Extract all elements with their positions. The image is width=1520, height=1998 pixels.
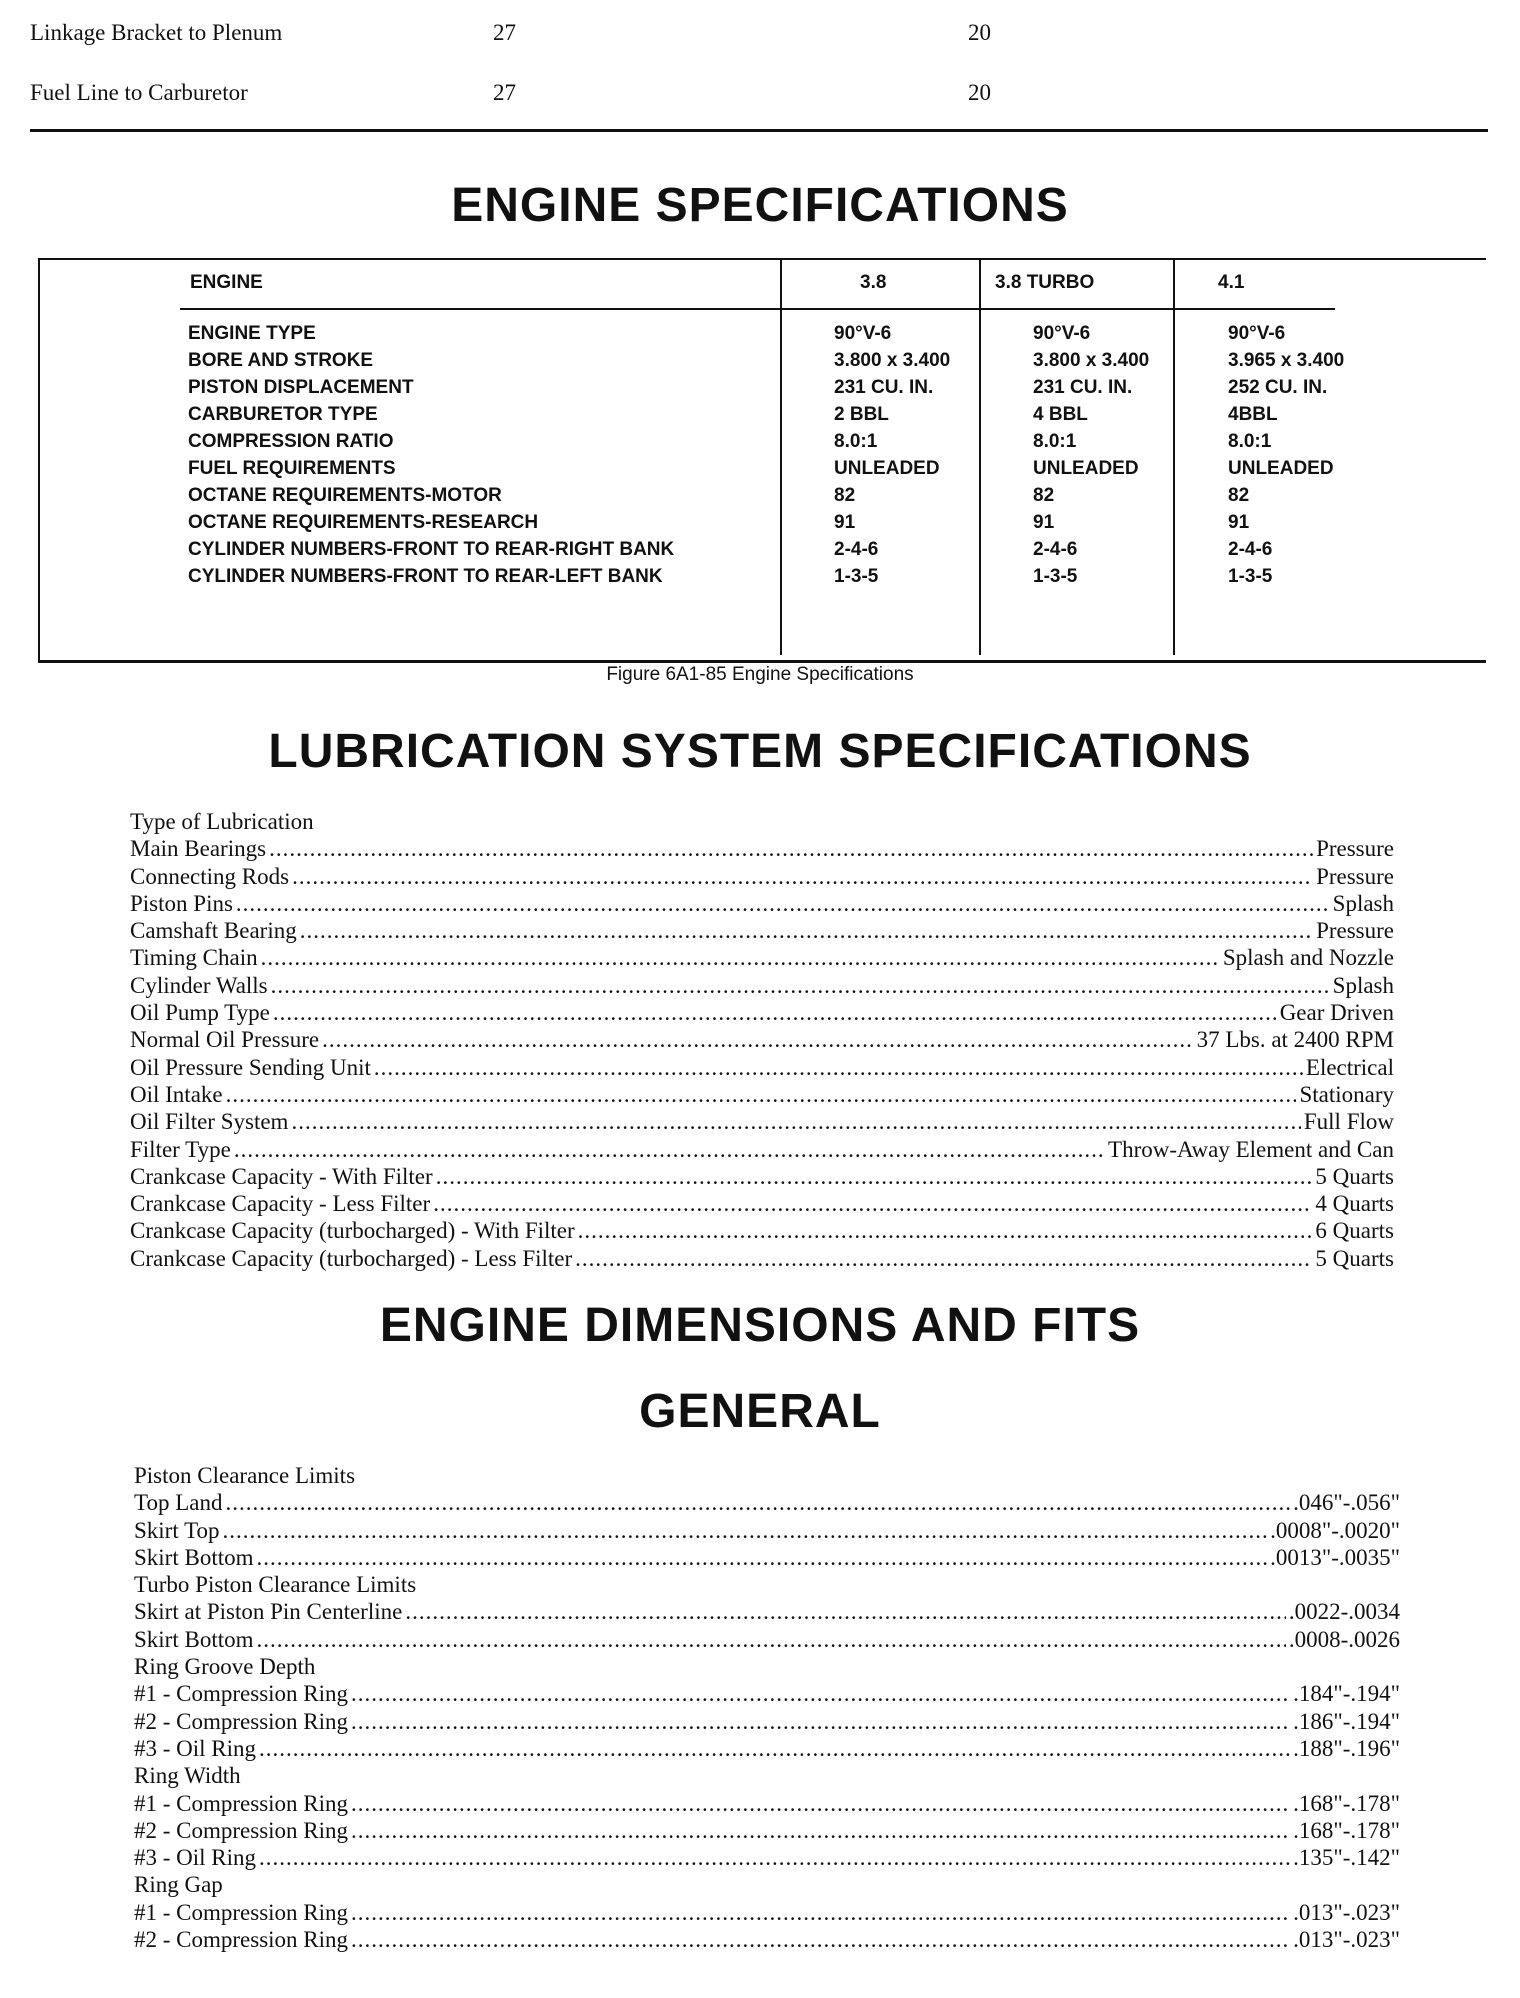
spec-row-label: PISTON DISPLACEMENT — [188, 377, 414, 398]
spec-line-label: Skirt at Piston Pin Centerline — [134, 1599, 403, 1625]
header-rule — [180, 308, 1335, 310]
spec-row-value: 231 CU. IN. — [834, 377, 934, 398]
spec-line — [130, 1217, 1394, 1244]
figure-caption: Figure 6A1-85 Engine Specifications — [606, 664, 914, 685]
dimensions-subtitle: GENERAL — [639, 1385, 881, 1438]
spec-row-value: 1-3-5 — [834, 566, 879, 587]
spec-line — [134, 1926, 1400, 1953]
spec-line-label: Timing Chain — [130, 945, 258, 971]
spec-line-value: .0008"-.0020" — [1270, 1517, 1400, 1543]
spec-line-value: Splash and Nozzle — [1222, 945, 1394, 971]
spec-line-value: .184"-.194" — [1293, 1681, 1400, 1707]
spec-line-label: Oil Pump Type — [130, 1000, 270, 1026]
engine-spec-table — [38, 258, 1486, 663]
dot-leader — [292, 863, 1313, 890]
spec-row-label: ENGINE TYPE — [188, 323, 316, 344]
spec-line-label: Oil Pressure Sending Unit — [130, 1054, 371, 1080]
spec-line-value: .046"-.056" — [1293, 1490, 1400, 1516]
spec-line-label: Filter Type — [130, 1136, 231, 1162]
dot-leader — [436, 1163, 1313, 1190]
spec-row-value: 1-3-5 — [1228, 566, 1273, 587]
spec-line-label: Piston Pins — [130, 890, 233, 916]
spec-row-value: 4 BBL — [1033, 404, 1088, 425]
header-3-8: 3.8 — [860, 272, 887, 293]
spec-line-label: #3 - Oil Ring — [134, 1845, 257, 1871]
dot-leader — [322, 1026, 1193, 1053]
spec-line-value: Electrical — [1305, 1054, 1394, 1080]
spec-line — [130, 944, 1394, 971]
dot-leader — [291, 1108, 1300, 1135]
spec-line-label: Normal Oil Pressure — [130, 1027, 320, 1053]
spec-line-value: Gear Driven — [1279, 1000, 1394, 1026]
dimensions-list — [134, 1462, 1400, 1953]
spec-rows — [188, 320, 1345, 590]
spec-row — [188, 428, 1328, 455]
spec-line-value: .013"-.023" — [1293, 1927, 1400, 1953]
dot-leader — [259, 1735, 1290, 1762]
spec-line-value: Pressure — [1316, 836, 1394, 862]
spec-line — [130, 890, 1394, 917]
torque-row-lbft: 20 — [968, 20, 991, 45]
spec-line-value: Stationary — [1299, 1081, 1394, 1107]
spec-line-value: Pressure — [1316, 863, 1394, 889]
torque-row-nm: 27 — [493, 80, 516, 105]
spec-line — [134, 1626, 1400, 1653]
spec-line-label: #1 - Compression Ring — [134, 1790, 349, 1816]
spec-row-value: 3.800 x 3.400 — [1033, 350, 1150, 371]
dot-leader — [405, 1598, 1285, 1625]
spec-row-value: 252 CU. IN. — [1228, 377, 1328, 398]
spec-line — [130, 1245, 1394, 1272]
lubrication-list — [130, 808, 1394, 1272]
spec-line-value: .0013"-.0035" — [1270, 1544, 1400, 1570]
spec-line-label: #2 - Compression Ring — [134, 1817, 349, 1843]
dot-leader — [225, 1489, 1290, 1516]
spec-line — [130, 863, 1394, 890]
dot-leader — [351, 1708, 1290, 1735]
spec-group-heading: Ring Gap — [134, 1872, 223, 1898]
spec-line-value: .0022-.0034 — [1288, 1599, 1400, 1625]
spec-row-value: 90°V-6 — [1033, 323, 1091, 344]
spec-line-label: Crankcase Capacity (turbocharged) - Less Filter — [130, 1245, 573, 1271]
spec-line-label: Skirt Top — [134, 1517, 220, 1543]
spec-row — [188, 509, 1328, 536]
spec-line — [130, 1190, 1394, 1217]
spec-group-heading: Turbo Piston Clearance Limits — [134, 1572, 417, 1598]
spec-line-value: Splash — [1332, 972, 1394, 998]
spec-row-label: OCTANE REQUIREMENTS-MOTOR — [188, 485, 502, 506]
spec-line-value: .013"-.023" — [1293, 1899, 1400, 1925]
header-3-8-turbo: 3.8 TURBO — [995, 272, 1095, 293]
spec-line-label: Top Land — [134, 1490, 223, 1516]
dot-leader — [223, 1517, 1268, 1544]
spec-row-value: 91 — [1033, 512, 1055, 533]
dot-leader — [259, 1844, 1290, 1871]
spec-row — [188, 563, 1328, 590]
spec-row-value: 8.0:1 — [1228, 431, 1272, 452]
spec-row — [188, 320, 1328, 347]
spec-row — [188, 401, 1328, 428]
dot-leader — [300, 917, 1313, 944]
torque-row-label: Linkage Bracket to Plenum — [30, 20, 283, 45]
spec-line-value: 5 Quarts — [1315, 1163, 1394, 1189]
dot-leader — [234, 1136, 1105, 1163]
spec-line-value: .0008-.0026 — [1288, 1626, 1400, 1652]
spec-line — [134, 1817, 1400, 1844]
spec-row-label: CYLINDER NUMBERS-FRONT TO REAR-LEFT BANK — [188, 566, 663, 587]
spec-row-label: BORE AND STROKE — [188, 350, 374, 371]
spec-row-value: 82 — [1033, 485, 1055, 506]
spec-line-value: 5 Quarts — [1315, 1245, 1394, 1271]
dot-leader — [351, 1899, 1290, 1926]
dot-leader — [236, 890, 1330, 917]
spec-line-label: #2 - Compression Ring — [134, 1708, 349, 1734]
spec-row-value: 4BBL — [1228, 404, 1278, 425]
spec-row-value: 2 BBL — [834, 404, 889, 425]
torque-row-label: Fuel Line to Carburetor — [30, 80, 248, 105]
spec-row-label: CARBURETOR TYPE — [188, 404, 378, 425]
spec-row — [188, 347, 1345, 374]
spec-line — [134, 1708, 1400, 1735]
spec-line — [130, 1108, 1394, 1135]
spec-row-value: 8.0:1 — [1033, 431, 1077, 452]
spec-line-value: 6 Quarts — [1315, 1218, 1394, 1244]
dot-leader — [261, 944, 1220, 971]
spec-line-value: .188"-.196" — [1293, 1735, 1400, 1761]
dot-leader — [351, 1680, 1290, 1707]
spec-line — [130, 835, 1394, 862]
header-4-1: 4.1 — [1218, 272, 1245, 293]
spec-row-value: 2-4-6 — [1033, 539, 1078, 560]
torque-row — [30, 18, 1470, 78]
spec-row-value: 90°V-6 — [834, 323, 892, 344]
spec-row-value: 8.0:1 — [834, 431, 878, 452]
spec-line-value: 4 Quarts — [1315, 1191, 1394, 1217]
torque-row — [30, 78, 1470, 108]
spec-group-heading: Ring Groove Depth — [134, 1654, 316, 1680]
dot-leader — [351, 1790, 1290, 1817]
spec-row-label: CYLINDER NUMBERS-FRONT TO REAR-RIGHT BANK — [188, 539, 675, 560]
spec-line-label: #1 - Compression Ring — [134, 1899, 349, 1925]
spec-line-label: #2 - Compression Ring — [134, 1927, 349, 1953]
torque-table-fragment — [30, 18, 1470, 108]
spec-line-label: Skirt Bottom — [134, 1626, 254, 1652]
spec-group-heading: Ring Width — [134, 1763, 241, 1789]
dot-leader — [271, 972, 1330, 999]
spec-line — [134, 1544, 1400, 1571]
section-divider — [30, 129, 1488, 132]
spec-line — [134, 1790, 1400, 1817]
torque-row-lbft: 20 — [968, 80, 991, 105]
spec-line-label: Oil Intake — [130, 1081, 223, 1107]
spec-line-label: Cylinder Walls — [130, 972, 268, 998]
spec-line-value: .168"-.178" — [1293, 1790, 1400, 1816]
spec-line — [130, 1163, 1394, 1190]
spec-line-value: .186"-.194" — [1293, 1708, 1400, 1734]
dimensions-title: ENGINE DIMENSIONS AND FITS — [379, 1299, 1141, 1352]
spec-row — [188, 482, 1328, 509]
spec-row-value: UNLEADED — [1228, 458, 1334, 479]
spec-line-value: .168"-.178" — [1293, 1817, 1400, 1843]
spec-row-value: 3.965 x 3.400 — [1228, 350, 1345, 371]
spec-line — [134, 1489, 1400, 1516]
spec-line-value: Splash — [1332, 890, 1394, 916]
spec-line-value: Throw-Away Element and Can — [1108, 1136, 1394, 1162]
dot-leader — [257, 1626, 1286, 1653]
spec-line — [134, 1844, 1400, 1871]
spec-line-label: Crankcase Capacity - With Filter — [130, 1163, 433, 1189]
spec-line — [134, 1680, 1400, 1707]
dot-leader — [351, 1817, 1290, 1844]
spec-row-value: 82 — [834, 485, 856, 506]
spec-row-value: 3.800 x 3.400 — [834, 350, 951, 371]
header-engine: ENGINE — [190, 272, 263, 293]
spec-line — [130, 1081, 1394, 1108]
dot-leader — [575, 1245, 1312, 1272]
spec-line-label: #3 - Oil Ring — [134, 1735, 257, 1761]
spec-line-value: Full Flow — [1303, 1109, 1394, 1135]
dot-leader — [269, 835, 1313, 862]
spec-line-label: Oil Filter System — [130, 1109, 289, 1135]
spec-line — [130, 1054, 1394, 1081]
spec-line-value: .135"-.142" — [1293, 1845, 1400, 1871]
spec-line-label: Main Bearings — [130, 836, 267, 862]
dot-leader — [433, 1190, 1312, 1217]
spec-line-label: Camshaft Bearing — [130, 918, 297, 944]
spec-group-heading: Piston Clearance Limits — [134, 1463, 356, 1488]
spec-row-value: 2-4-6 — [834, 539, 879, 560]
lubrication-subhead: Type of Lubrication — [130, 809, 314, 834]
spec-line — [134, 1517, 1400, 1544]
spec-row-value: UNLEADED — [834, 458, 940, 479]
spec-row-value: UNLEADED — [1033, 458, 1139, 479]
spec-line-value: Pressure — [1316, 918, 1394, 944]
spec-row-value: 2-4-6 — [1228, 539, 1273, 560]
spec-line — [130, 999, 1394, 1026]
dot-leader — [273, 999, 1277, 1026]
spec-row — [188, 455, 1334, 482]
spec-line — [134, 1598, 1400, 1625]
spec-row-value: 91 — [834, 512, 856, 533]
dot-leader — [226, 1081, 1297, 1108]
spec-row-label: COMPRESSION RATIO — [188, 431, 394, 452]
spec-line — [130, 1136, 1394, 1163]
spec-line-label: Connecting Rods — [130, 863, 290, 889]
spec-line-value: 37 Lbs. at 2400 RPM — [1196, 1027, 1394, 1053]
spec-row — [188, 536, 1328, 563]
dot-leader — [578, 1217, 1313, 1244]
torque-row-nm: 27 — [493, 20, 516, 45]
spec-row-label: FUEL REQUIREMENTS — [188, 458, 396, 479]
spec-row-value: 90°V-6 — [1228, 323, 1286, 344]
spec-line-label: Skirt Bottom — [134, 1544, 254, 1570]
spec-line — [130, 1026, 1394, 1053]
engine-specifications-title: ENGINE SPECIFICATIONS — [451, 179, 1069, 232]
spec-line-label: Crankcase Capacity - Less Filter — [130, 1191, 431, 1217]
spec-line — [134, 1735, 1400, 1762]
spec-line — [134, 1899, 1400, 1926]
spec-row-value: 1-3-5 — [1033, 566, 1078, 587]
spec-row-value: 231 CU. IN. — [1033, 377, 1133, 398]
spec-row-label: OCTANE REQUIREMENTS-RESEARCH — [188, 512, 539, 533]
dot-leader — [351, 1926, 1290, 1953]
spec-line-label: Crankcase Capacity (turbocharged) - With Filter — [130, 1218, 575, 1244]
spec-row-value: 91 — [1228, 512, 1250, 533]
dot-leader — [257, 1544, 1268, 1571]
dot-leader — [374, 1054, 1303, 1081]
spec-line — [130, 972, 1394, 999]
spec-row — [188, 374, 1328, 401]
spec-row-value: 82 — [1228, 485, 1250, 506]
spec-line-label: #1 - Compression Ring — [134, 1681, 349, 1707]
lubrication-title: LUBRICATION SYSTEM SPECIFICATIONS — [268, 725, 1252, 778]
spec-line — [130, 917, 1394, 944]
